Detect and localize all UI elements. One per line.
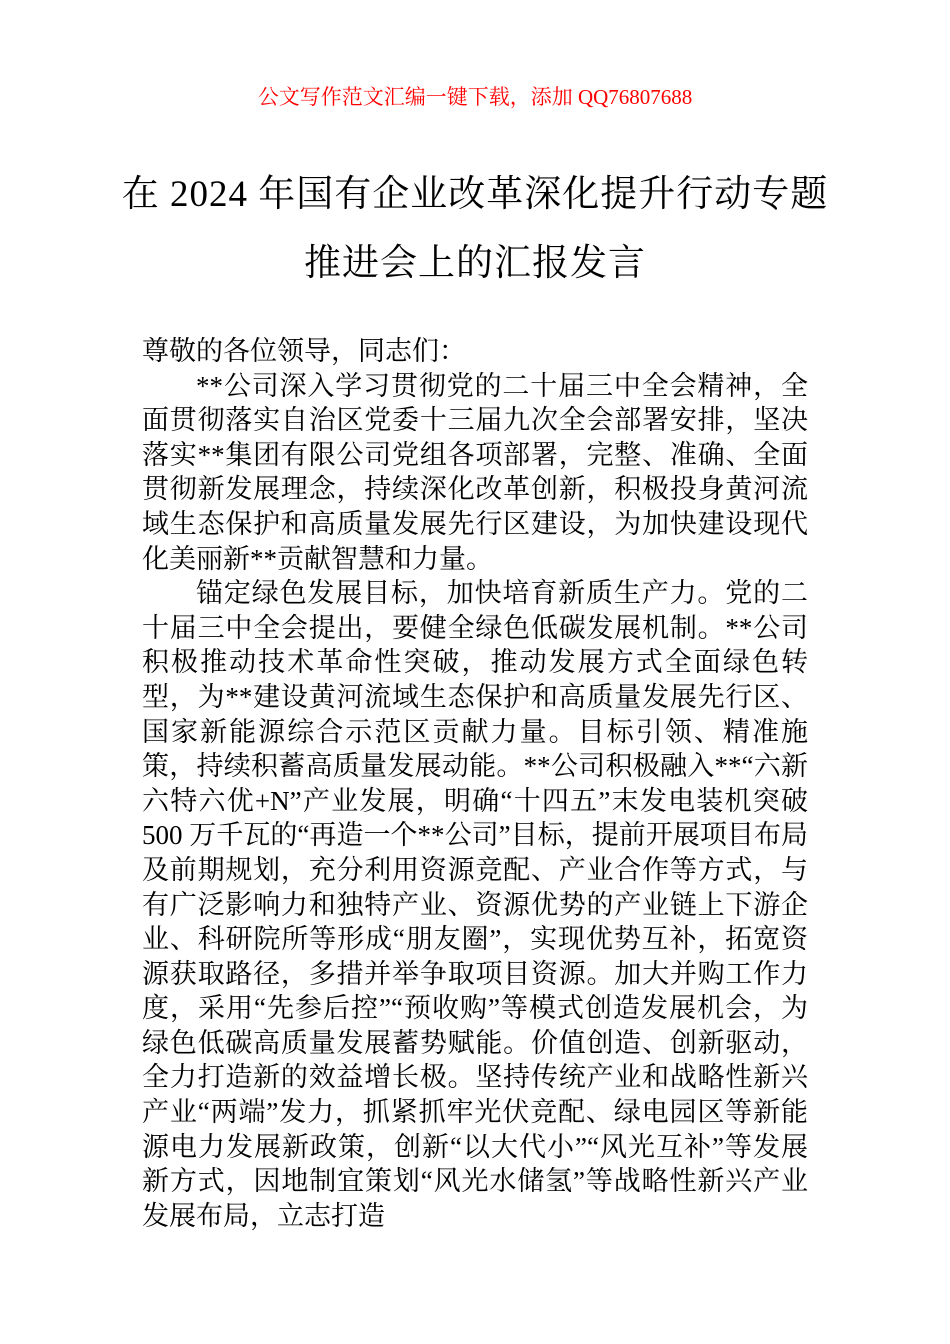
paragraph-intro: **公司深入学习贯彻党的二十届三中全会精神，全面贯彻落实自治区党委十三届九次全会部署安排，坚决落实**集团有限公司党组各项部署，完整、准确、全面贯彻新发展理念，持续深化改革创新，积极投身黄河流域生态保护和高质量发展先行区建设，为加快建设现代化美丽新**贡献智慧和力量。 xyxy=(142,370,808,574)
promo-banner: 公文写作范文汇编一键下载，添加 QQ76807688 xyxy=(257,85,693,109)
paragraph-green-development: 锚定绿色发展目标，加快培育新质生产力。党的二十届三中全会提出，要健全绿色低碳发展机制。**公司积极推动技术革命性突破，推动发展方式全面绿色转型，为**建设黄河流域生态保护和高质量发展先行区、国家新能源综合示范区贡献力量。目标引领、精准施策，持续积蓄高质量发展动能。**公司积极融入**“六新六特六优+N”产业发展，明确“十四五”末发电装机突破 500 万千瓦的“再造一个**公司”目标，提前开展项目布局及前期规划，充分利用资源竞配、产业合作等方式，与有广泛影响力和独特产业、资源优势的产业链上下游企业、科研院所等形成“朋友圈”，实现优势互补，拓宽资源获取路径，多措并举争取项目资源。加大并购工作力度，采用“先参后控”“预收购”等模式创造发展机会，为绿色低碳高质量发展蓄势赋能。价值创造、创新驱动，全力打造新的效益增长极。坚持传统产业和战略性新兴产业“两端”发力，抓紧抓牢光伏竞配、绿电园区等新能源电力发展新政策，创新“以大代小”“风光互补”等发展新方式，因地制宜策划“风光水储氢”等战略性新兴产业发展布局，立志打造 xyxy=(142,578,808,1231)
title-line-1: 在 2024 年国有企业改革深化提升行动专题 xyxy=(121,174,829,215)
document-title xyxy=(115,160,835,298)
salutation-line: 尊敬的各位领导，同志们： xyxy=(142,336,466,366)
title-line-2: 推进会上的汇报发言 xyxy=(304,243,646,284)
document-body xyxy=(142,334,808,1233)
